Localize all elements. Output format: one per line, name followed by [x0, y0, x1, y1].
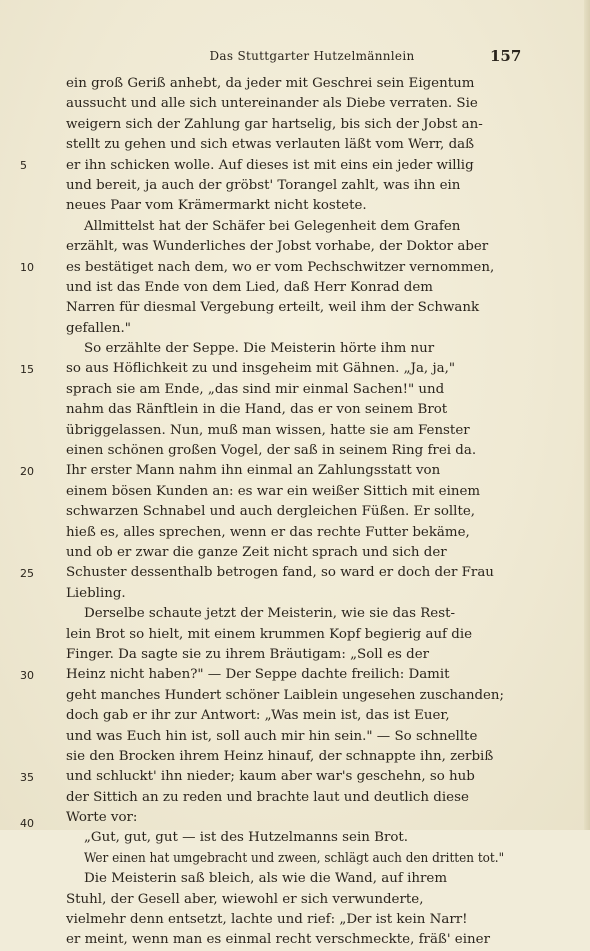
body-text — [66, 74, 504, 951]
text-line: er ihn schicken wolle. Auf dieses ist mit eins ein jeder willig — [66, 157, 474, 173]
text-line: doch gab er ihr zur Antwort: „Was mein ist, das ist Euer, — [66, 708, 450, 724]
text-line: weigern sich der Zahlung gar hartselig, bis sich der Jobst an- — [66, 116, 483, 132]
text-line: Liebling. — [66, 585, 126, 601]
line-number: 5 — [20, 159, 27, 173]
text-line: Finger. Da sagte sie zu ihrem Bräutigam: „Soll es der — [66, 646, 430, 662]
line-number: 25 — [20, 567, 34, 581]
text-line: Allmittelst hat der Schäfer bei Gelegenheit dem Grafen — [84, 218, 461, 234]
text-line: und bereit, ja auch der gröbst' Torangel zahlt, was ihn ein — [66, 177, 461, 193]
line-number: 40 — [20, 817, 34, 830]
text-line: So erzählte der Seppe. Die Meisterin hörte ihm nur — [84, 341, 435, 357]
text-line: neues Paar vom Krämermarkt nicht kostete. — [66, 198, 367, 214]
page-number: 157 — [490, 47, 522, 65]
text-line: einen schönen großen Vogel, der saß in seinem Ring frei da. — [66, 443, 477, 459]
text-line: einem bösen Kunden an: es war ein weißer Sittich mit einem — [66, 483, 481, 499]
text-line: lein Brot so hielt, mit einem krummen Kopf begierig auf die — [66, 626, 473, 642]
text-line: stellt zu gehen und sich etwas verlauten läßt vom Werr, daß — [66, 137, 475, 153]
text-line: übriggelassen. Nun, muß man wissen, hatte sie am Fenster — [66, 422, 470, 438]
text-line: es bestätiget nach dem, wo er vom Pechschwitzer vernommen, — [66, 259, 495, 275]
text-line: Heinz nicht haben?" — Der Seppe dachte freilich: Damit — [66, 667, 450, 683]
text-line: und schluckt' ihn nieder; kaum aber war's geschehn, so hub — [66, 769, 475, 785]
line-number: 30 — [20, 669, 34, 683]
text-line: hieß es, alles sprechen, wenn er das rechte Futter bekäme, — [66, 524, 470, 540]
text-line: erzählt, was Wunderliches der Jobst vorhabe, der Doktor aber — [66, 239, 489, 255]
text-line: ein groß Geriß anhebt, da jeder mit Geschrei sein Eigentum — [66, 76, 475, 91]
line-number: 15 — [20, 363, 34, 377]
text-line: gefallen." — [66, 320, 131, 336]
text-line: Stuhl, der Gesell aber, wiewohl er sich verwunderte, — [66, 891, 424, 907]
text-line: schwarzen Schnabel und auch dergleichen Füßen. Er sollte, — [66, 504, 476, 520]
verse-line: Wer einen hat umgebracht und zween, schlägt auch den dritten tot." — [84, 850, 504, 866]
text-line: Narren für diesmal Vergebung erteilt, weil ihm der Schwank — [66, 300, 480, 316]
text-line: Ihr erster Mann nahm ihn einmal an Zahlungsstatt von — [66, 463, 441, 479]
text-line: vielmehr denn entsetzt, lachte und rief: „Der ist kein Narr! — [66, 912, 468, 928]
text-line: der Sittich an zu reden und brachte laut und deutlich diese — [66, 789, 469, 805]
text-line: sie den Brocken ihrem Heinz hinauf, der schnappte ihn, zerbiß — [66, 748, 494, 764]
text-line: Die Meisterin saß bleich, als wie die Wand, auf ihrem — [84, 871, 448, 887]
running-head: Das Stuttgarter Hutzelmännlein — [209, 49, 415, 63]
verse-line: „Gut, gut, gut — ist des Hutzelmanns sein Brot. — [84, 830, 409, 846]
text-line: er meint, wenn man es einmal recht verschmeckte, fräß' einer — [66, 932, 490, 948]
text-line: Derselbe schaute jetzt der Meisterin, wie sie das Rest- — [84, 606, 456, 622]
text-line: Schuster dessenthalb betrogen fand, so ward er doch der Frau — [66, 565, 494, 581]
text-line: aussucht und alle sich untereinander als Diebe verraten. Sie — [66, 96, 478, 112]
line-number: 10 — [20, 261, 34, 275]
text-line: nahm das Ränftlein in die Hand, das er von seinem Brot — [66, 402, 448, 418]
text-line: und ist das Ende von dem Lied, daß Herr Konrad dem — [66, 279, 433, 295]
text-line: so aus Höflichkeit zu und insgeheim mit Gähnen. „Ja, ja," — [66, 361, 455, 377]
text-line: und was Euch hin ist, soll auch mir hin sein." — So schnellte — [66, 728, 478, 744]
page-edge — [584, 0, 590, 830]
line-number: 35 — [20, 770, 34, 784]
text-line: sprach sie am Ende, „das sind mir einmal Sachen!" und — [66, 381, 445, 397]
text-line: Worte vor: — [66, 810, 138, 826]
text-line: und ob er zwar die ganze Zeit nicht sprach und sich der — [66, 544, 447, 560]
line-number: 20 — [20, 465, 34, 479]
text-line: geht manches Hundert schöner Laiblein ungesehen zuschanden; — [66, 687, 504, 703]
